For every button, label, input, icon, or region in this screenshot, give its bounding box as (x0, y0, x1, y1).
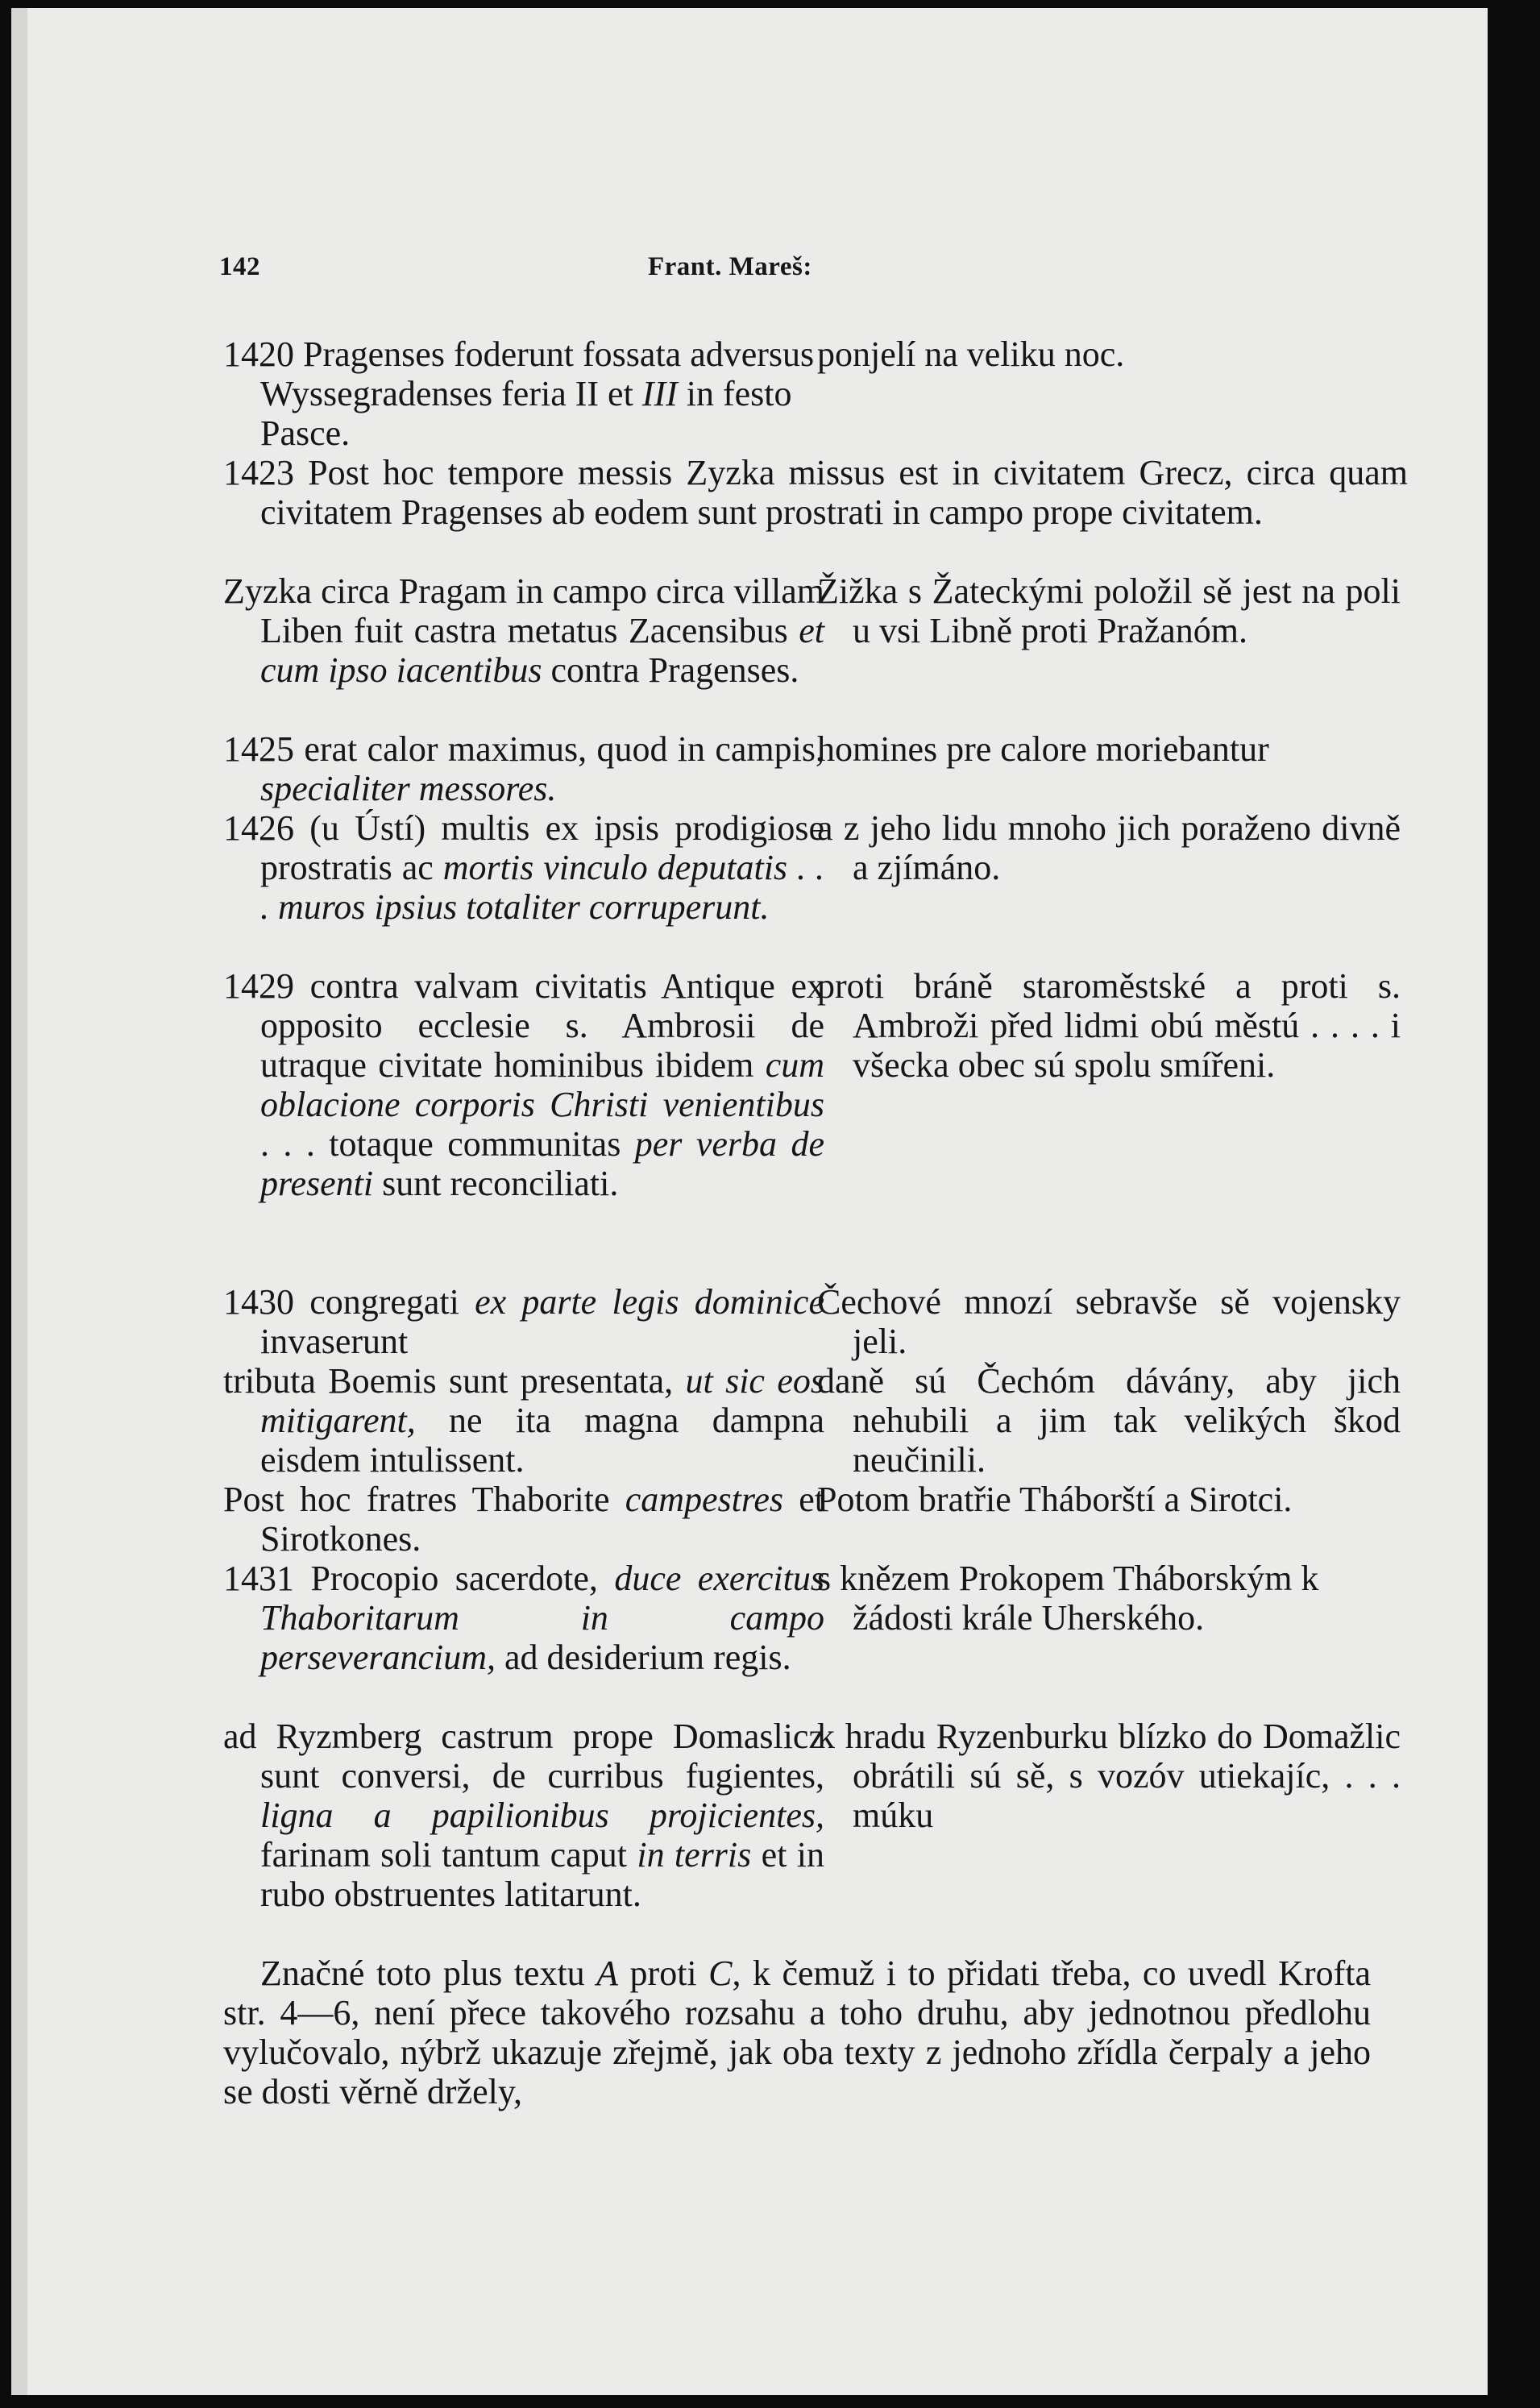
latin-entry-1429: 1429 contra valvam civitatis Antique ex opposito ecclesie s. Ambrosii de utraque civitate hominibus ibidem cum oblacione corporis Christi venientibus . . . totaque communitas per verba de presenti sunt reconciliati. (223, 966, 824, 1203)
closing-paragraph: Značné toto plus textu A proti C, k čemuž i to přidati třeba, co uvedl Krofta str. 4—6, není přece takového rozsahu a toho druhu, aby jednotnou předlohu vylučovalo, nýbrž ukazuje zřejmě, jak oba texty z jednoho zřídla čerpaly a jeho se dosti věrně držely, (223, 1953, 1372, 2111)
czech-entry-1431: s knězem Prokopem Tháborským k žádosti krále Uherského. (817, 1559, 1319, 1638)
czech-entry-zyzka-libne: Žižka s Žateckými položil sě jest na poli u vsi Libně proti Pražanóm. (817, 571, 1401, 650)
latin-entry-1425: 1425 erat calor maximus, quod in campis, specialiter messores. (223, 729, 824, 808)
czech-entry-1430: Čechové mnozí sebravše sě vojensky jeli. (817, 1282, 1401, 1361)
page-number: 142 (219, 252, 260, 281)
latin-entry-1420: 1420 Pragenses foderunt fossata adversus Wyssegradenses feria II et III in festo Pasce. (223, 334, 815, 453)
czech-entry-ryzmberg: k hradu Ryzenburku blízko do Domažlic obrátili sú sě, s vozóv utiekajíc, . . . múku (817, 1717, 1401, 1835)
czech-entry-1429: proti bráně staroměstské a proti s. Ambroži před lidmi obú městú . . . . i všecka obec sú spolu smířeni. (817, 966, 1401, 1085)
running-head: Frant. Mareš: (648, 252, 812, 281)
czech-entry-thaborite: Potom bratřie Tháborští a Sirotci. (817, 1480, 1293, 1519)
czech-entry-1425: homines pre calore moriebantur (817, 729, 1269, 769)
czech-entry-tributa: daně sú Čechóm dávány, aby jich nehubili a jim tak velikých škod neučinili. (817, 1361, 1401, 1480)
full-entry-1423: 1423 Post hoc tempore messis Zyzka missus est in civitatem Grecz, circa quam civitatem Pragenses ab eodem sunt prostrati in campo prope civitatem. (223, 453, 1408, 532)
page-edge-shadow (11, 8, 27, 2395)
latin-entry-thaborite: Post hoc fratres Thaborite campestres et Sirotkones. (223, 1480, 824, 1559)
latin-entry-1431: 1431 Procopio sacerdote, duce exercitus Thaboritarum in campo perseverancium, ad desiderium regis. (223, 1559, 824, 1677)
latin-entry-zyzka-libne: Zyzka circa Pragam in campo circa villam Liben fuit castra metatus Zacensibus et cum ipso iacentibus contra Pragenses. (223, 571, 824, 690)
latin-entry-1426: 1426 (u Ústí) multis ex ipsis prodigiose prostratis ac mortis vinculo deputatis . . . muros ipsius totaliter corruperunt. (223, 808, 825, 927)
czech-entry-1420: ponjelí na veliku noc. (817, 334, 1125, 374)
latin-entry-ryzmberg: ad Ryzmberg castrum prope Domaslicz sunt conversi, de curribus fugientes, ligna a papilionibus projicientes, farinam soli tantum caput in terris et in rubo obstruentes latitarunt. (223, 1717, 825, 1914)
latin-entry-1430: 1430 congregati ex parte legis dominice invaserunt (223, 1282, 824, 1361)
czech-entry-1426: a z jeho lidu mnoho jich poraženo divně a zjímáno. (817, 808, 1401, 887)
book-page (11, 8, 1488, 2395)
latin-entry-tributa: tributa Boemis sunt presentata, ut sic eos mitigarent, ne ita magna dampna eisdem intulissent. (223, 1361, 824, 1480)
